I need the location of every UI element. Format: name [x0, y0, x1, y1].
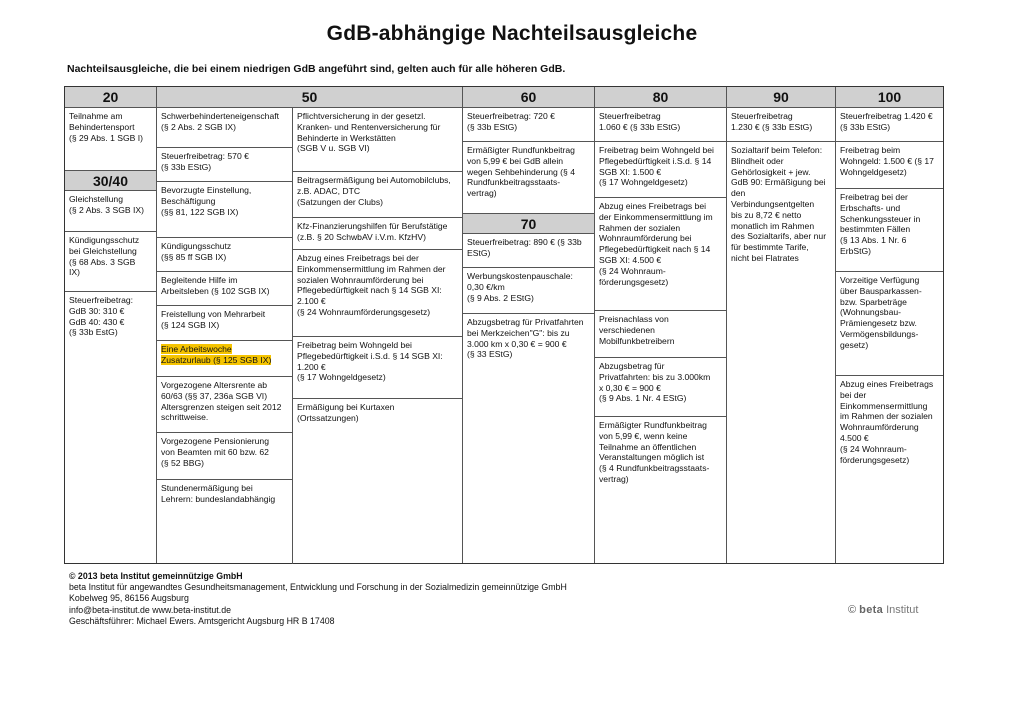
cell: Abzug eines Freibetrags bei der Einkommensermittlung im Rahmen der sozialen Wohnraumförderung 4.500 € (§ 24 Wohnraum- förderungsgesetz)	[840, 379, 934, 465]
cell: Steuerfreibetrag: 570 € (§ 33b EStG)	[157, 148, 292, 182]
highlight-line-2: Zusatzurlaub (§ 125 SGB IX)	[161, 354, 272, 365]
column-60	[463, 87, 595, 563]
cell: Steuerfreibetrag: 890 € (§ 33b EStG)	[463, 234, 594, 268]
cell: Freibetrag beim Wohngeld: 1.500 € (§ 17 Wohngeldgesetz)	[836, 142, 943, 189]
header-50: 50	[157, 87, 462, 108]
cell: Ermäßigung bei Kurtaxen (Ortssatzungen)	[297, 402, 395, 423]
header-70: 70	[463, 213, 594, 234]
footer-line: Geschäftsführer: Michael Ewers. Amtsgericht Augsburg HR B 17408	[69, 615, 335, 626]
cell: Schwerbehinderteneigenschaft (§ 2 Abs. 2 SGB IX)	[157, 108, 292, 148]
cell: Abzugsbetrag für Privatfahrten: bis zu 3.000km x 0,30 € = 900 € (§ 9 Abs. 1 Nr. 4 EStG)	[595, 358, 726, 417]
cell: Freibetrag bei der Erbschafts- und Schenkungssteuer in bestimmten Fällen (§ 13 Abs. 1 Nr. 6 ErbStG)	[836, 189, 943, 272]
cell: Freistellung von Mehrarbeit (§ 124 SGB IX)	[157, 306, 292, 341]
column-100	[836, 87, 943, 563]
footer-line: Kobelweg 95, 86156 Augsburg	[69, 593, 189, 604]
logo-brand: beta	[859, 604, 883, 616]
header-20: 20	[65, 87, 156, 108]
cell: Stundenermäßigung bei Lehrern: bundeslandabhängig	[161, 483, 276, 504]
header-30-40: 30/40	[65, 170, 156, 191]
cell: Kfz-Finanzierungshilfen für Berufstätige (z.B. § 20 SchwbAV i.V.m. KfzHV)	[293, 218, 463, 250]
beta-institut-logo	[848, 604, 918, 616]
column-50-right	[293, 108, 463, 428]
cell: Bevorzugte Einstellung, Beschäftigung (§§ 81, 122 SGB IX)	[157, 182, 292, 238]
column-20	[65, 87, 157, 563]
cell: Steuerfreibetrag 1.230 € (§ 33b EStG)	[727, 108, 835, 142]
cell: Beitragsermäßigung bei Automobilclubs, z.B. ADAC, DTC (Satzungen der Clubs)	[293, 172, 463, 218]
cell: Vorgezogene Pensionierung von Beamten mit 60 bzw. 62 (§ 52 BBG)	[157, 433, 292, 480]
cell: Steuerfreibetrag: 720 € (§ 33b EStG)	[463, 108, 594, 142]
cell: Werbungskostenpauschale: 0,30 €/km (§ 9 Abs. 2 EStG)	[463, 268, 594, 314]
cell: Sozialtarif beim Telefon: Blindheit oder Gehörlosigkeit + jew. GdB 90: Ermäßigung bei den Verbindungsentgelten bis zu 8,72 € netto monatlich im Rahmen des Sozialtarifs, aber nur für bestimmte Tarife, nicht bei Flatrates	[731, 145, 827, 263]
header-100: 100	[836, 87, 943, 108]
footer-contact: info@beta-institut.de www.beta-institut.de	[69, 604, 231, 615]
cell: Steuerfreibetrag 1.060 € (§ 33b EStG)	[595, 108, 726, 142]
cell: Steuerfreibetrag 1.420 € (§ 33b EStG)	[836, 108, 943, 142]
cell: Kündigungsschutz (§§ 85 ff SGB IX)	[157, 238, 292, 272]
cell: Abzug eines Freibetrags bei der Einkommensermittlung im Rahmen der sozialen Wohnraumförderung bei Pflegebedürftigkeit nach § 14 SGB XI: 4.500 € (§ 24 Wohnraum- förderungsgesetz)	[595, 198, 726, 311]
gdb-table	[64, 86, 944, 564]
cell: Abzug eines Freibetrags bei der Einkommensermittlung im Rahmen der sozialen Wohnraumförderung bei Pflegebedürftigkeit nach § 14 SGB XI: 2.100 € (§ 24 Wohnraumförderungsgesetz)	[293, 250, 463, 337]
cell: Abzugsbetrag für Privatfahrten bei Merkzeichen"G": bis zu 3.000 km x 0,30 € = 900 € (§ 33 EStG)	[467, 317, 584, 360]
cell: Kündigungsschutz bei Gleichstellung (§ 68 Abs. 3 SGB IX)	[65, 232, 156, 292]
cell: Preisnachlass von verschiedenen Mobilfunkbetreibern	[595, 311, 726, 358]
cell: Freibetrag beim Wohngeld bei Pflegebedürftigkeit i.S.d. § 14 SGB XI: 1.200 € (§ 17 Wohngeldgesetz)	[293, 337, 463, 399]
cell: Ermäßigter Rundfunkbeitrag von 5,99 €, wenn keine Teilnahme an öffentlichen Veranstaltungen möglich ist (§ 4 Rundfunkbeitragsstaats- vertrag)	[599, 420, 710, 484]
page-subtitle: Nachteilsausgleiche, die bei einem niedrigen GdB angeführt sind, gelten auch für alle höheren GdB.	[67, 63, 566, 75]
column-90	[727, 87, 836, 563]
cell: Freibetrag beim Wohngeld bei Pflegebedürftigkeit i.S.d. § 14 SGB XI: 1.500 € (§ 17 Wohngeldgesetz)	[595, 142, 726, 198]
column-50	[157, 87, 463, 563]
column-80	[595, 87, 727, 563]
highlight-cell	[157, 341, 292, 377]
cell: Begleitende Hilfe im Arbeitsleben (§ 102 SGB IX)	[157, 272, 292, 306]
header-80: 80	[595, 87, 726, 108]
cell: Pflichtversicherung in der gesetzl. Kranken- und Rentenversicherung für Behinderte in Werkstätten (SGB V u. SGB VI)	[293, 108, 463, 172]
header-90: 90	[727, 87, 835, 108]
cell: Teilnahme am Behindertensport (§ 29 Abs. 1 SGB I)	[69, 111, 144, 143]
cell: Ermäßigter Rundfunkbeitrag von 5,99 € bei GdB allein wegen Sehbehinderung (§ 4 Rundfunkbeitragsstaats- vertrag)	[467, 145, 575, 199]
cell: Vorzeitige Verfügung über Bausparkassen- bzw. Sparbeträge (Wohnungsbau- Prämiengesetz bzw. Vermögensbildungs- gesetz)	[836, 272, 943, 376]
copyright-icon: ©	[848, 604, 857, 616]
logo-suffix: Institut	[886, 604, 919, 616]
footer-copyright: © 2013 beta Institut gemeinnützige GmbH	[69, 571, 243, 581]
highlight-line-1: Eine Arbeitswoche	[161, 344, 232, 354]
cell: Steuerfreibetrag: GdB 30: 310 € GdB 40: 430 € (§ 33b EstG)	[69, 295, 134, 338]
header-60: 60	[463, 87, 594, 108]
footer-line: beta Institut für angewandtes Gesundheitsmanagement, Entwicklung und Forschung in der Sozialmedizin gemeinnützige GmbH	[69, 582, 567, 593]
cell: Gleichstellung (§ 2 Abs. 3 SGB IX)	[65, 191, 156, 232]
cell: Vorgezogene Altersrente ab 60/63 (§§ 37, 236a SGB VI) Altersgrenzen steigen seit 2012 schrittweise.	[157, 377, 292, 433]
footer	[69, 571, 567, 627]
page-title: GdB-abhängige Nachteilsausgleiche	[326, 22, 698, 45]
column-50-left	[157, 108, 293, 564]
